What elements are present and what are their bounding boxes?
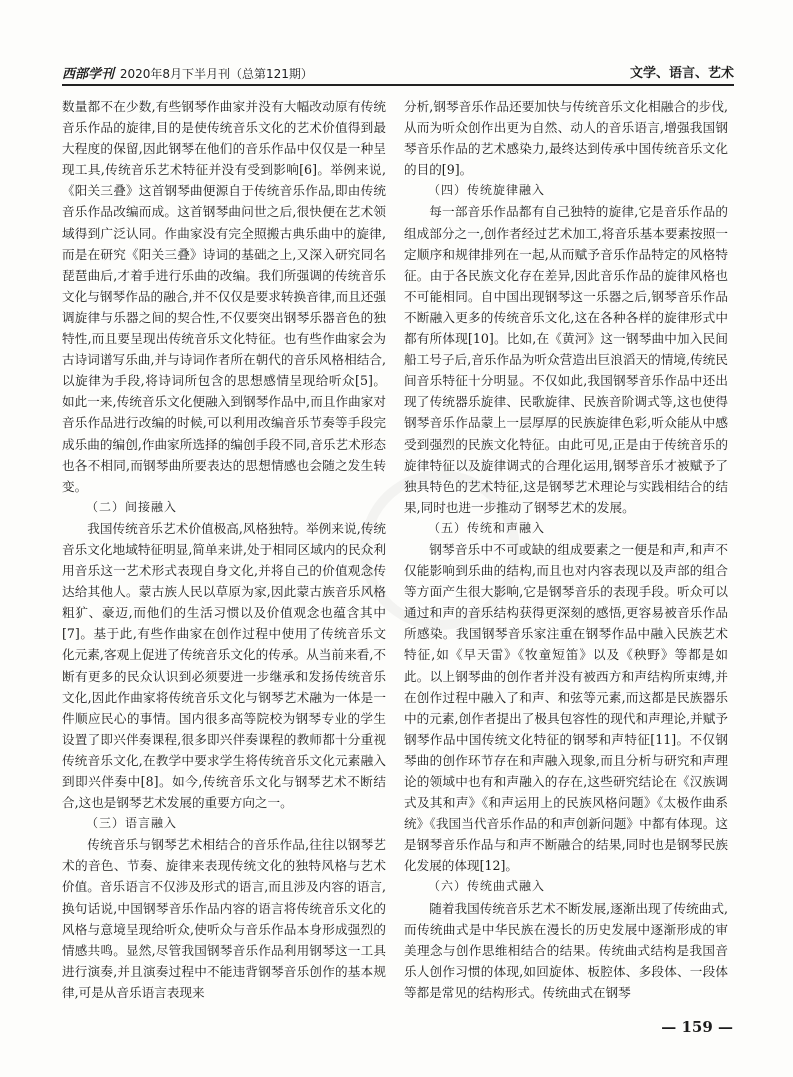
section-heading: （二）间接融入 [86,499,178,514]
issue-info: 2020年8月下半月刊（总第121期） [119,67,313,81]
page-number: — 159 — [661,1018,733,1036]
paragraph: 传统音乐与钢琴艺术相结合的音乐作品,往往以钢琴艺术的音色、节奏、旋律来表现传统文化的独特风格与艺术价值。音乐语言不仅涉及形式的语言,而且涉及内容的语言,换句话说,中国钢琴音乐作品内容的语言将传统音乐文化的风格与意境呈现给听众,使听众与音乐作品本身形成强烈的情感共鸣。显然,尽管我国钢琴音乐作品利用钢琴这一工具进行演奏,并且演奏过程中不能违背钢琴音乐创作的基本规律,可是从音乐语言表现来 [62,837,386,1000]
section-title: 文学、语言、艺术 [629,66,734,81]
left-column [62,96,386,1026]
section-heading: （六）传统曲式融入 [428,879,546,894]
section-heading: （五）传统和声融入 [428,520,546,535]
paragraph: 数量都不在少数,有些钢琴作曲家并没有大幅改动原有传统音乐作品的旋律,目的是使传统音乐文化的艺术价值得到最大程度的保留,因此钢琴在他们的音乐作品中仅仅是一种呈现工具,传统音乐艺术特征并没有受到影响[6]。举例来说,《阳关三叠》这首钢琴曲便源自于传统音乐作品,即由传统音乐作品改编而成。这首钢琴曲问世之后,很快便在艺术领域得到广泛认同。作曲家没有完全照搬古典乐曲中的旋律,而是在研究《阳关三叠》诗词的基础之上,又深入研究同名琵琶曲后,才着手进行乐曲的改编。我们所强调的传统音乐文化与钢琴作品的融合,并不仅仅是要求转换音律,而且还强调旋律与乐器之间的契合性,不仅要突出钢琴乐器音色的独特性,而且要呈现出传统音乐文化特征。也有些作曲家会为古诗词谱写乐曲,并与诗词作者所在朝代的音乐风格相结合,以旋律为手段,将诗词所包含的思想感情呈现给听众[5]。如此一来,传统音乐文化便融入到钢琴作品中,而且作曲家对音乐作品进行改编的时候,可以利用改编音乐节奏等手段完成乐曲的编创,作曲家所选择的编创手段不同,音乐艺术形态也各不相同,而钢琴曲所要表达的思想情感也会随之发生转变。 [62,99,386,494]
paragraph: 每一部音乐作品都有自己独特的旋律,它是音乐作品的组成部分之一,创作者经过艺术加工,将音乐基本要素按照一定顺序和规律排列在一起,从而赋予音乐作品特定的风格特征。由于各民族文化存在差异,因此音乐作品的旋律风格也不可能相同。自中国出现钢琴这一乐器之后,钢琴音乐作品不断融入更多的传统音乐文化,这在各种各样的旋律形式中都有所体现[10]。比如,在《黄河》这一钢琴曲中加入民间船工号子后,音乐作品为听众营造出巨浪滔天的情境,传统民间音乐特征十分明显。不仅如此,我国钢琴音乐作品中还出现了传统器乐旋律、民歌旋律、民族音阶调式等,这也使得钢琴音乐作品蒙上一层厚厚的民族旋律色彩,听众能从中感受到强烈的民族文化特征。由此可见,正是由于传统音乐的旋律特征以及旋律调式的合理化运用,钢琴音乐才被赋予了独具特色的艺术特征,这是钢琴艺术理论与实践相结合的结果,同时也进一步推动了钢琴艺术的发展。 [404,204,728,515]
paragraph: 我国传统音乐艺术价值极高,风格独特。举例来说,传统音乐文化地域特征明显,简单来讲,处于相同区域内的民众利用音乐这一艺术形式表现自身文化,并将自己的价值观念传达给其他人。蒙古族人民以草原为家,因此蒙古族音乐风格粗犷、豪迈,而他们的生活习惯以及价值观念也蕴含其中[7]。基于此,有些作曲家在创作过程中使用了传统音乐文化元素,客观上促进了传统音乐文化的传承。从当前来看,不断有更多的民众认识到必须要进一步继承和发扬传统音乐文化,因此作曲家将传统音乐文化与钢琴艺术融为一体是一件顺应民心的事情。国内很多高等院校为钢琴专业的学生设置了即兴伴奏课程,很多即兴伴奏课程的教师都十分重视传统音乐文化,在教学中要求学生将传统音乐文化元素融入到即兴伴奏中[8]。如今,传统音乐文化与钢琴艺术不断结合,这也是钢琴艺术发展的重要方向之一。 [62,520,386,811]
section-heading: （四）传统旋律融入 [428,183,546,198]
paragraph: 随着我国传统音乐艺术不断发展,逐渐出现了传统曲式,而传统曲式是中华民族在漫长的历史发展中逐渐形成的审美理念与创作思维相结合的结果。传统曲式结构是我国音乐人创作习惯的体现,如回旋体、板腔体、多段体、一段体等都是常见的结构形式。传统曲式在钢琴 [404,900,728,1000]
paragraph: 分析,钢琴音乐作品还要加快与传统音乐文化相融合的步伐,从而为听众创作出更为自然、动人的音乐语言,增强我国钢琴音乐作品的艺术感染力,最终达到传承中国传统音乐文化的目的[9]。 [404,99,728,178]
section-heading: （三）语言融入 [86,816,178,831]
page-header [62,60,734,86]
right-column [404,96,728,1026]
journal-name: 西部学刊 [62,67,115,82]
header-journal-info [62,63,313,82]
paragraph: 钢琴音乐中不可或缺的组成要素之一便是和声,和声不仅能影响到乐曲的结构,而且也对内容表现以及声部的组合等方面产生很大影响,它是钢琴音乐的表现手段。听众可以通过和声的音乐结构获得更深刻的感悟,更容易被音乐作品所感染。我国钢琴音乐家注重在钢琴作品中融入民族艺术特征,如《早天雷》《牧童短笛》以及《秧野》等都是如此。以上钢琴曲的创作者并没有被西方和声结构所束缚,并在创作过程中融入了和声、和弦等元素,而这都是民族器乐中的元素,创作者提出了极具包容性的现代和声理论,并赋予钢琴作品中国传统文化特征的钢琴和声特征[11]。不仅钢琴曲的创作环节存在和声融入现象,而且分析与研究和声理论的领域中也有和声融入的存在,这些研究结论在《汉族调式及其和声》《和声运用上的民族风格问题》《太极作曲系统》《我国当代音乐作品的和声创新问题》中都有体现。这是钢琴音乐作品与和声不断融合的结果,同时也是钢琴民族化发展的体现[12]。 [404,541,728,874]
